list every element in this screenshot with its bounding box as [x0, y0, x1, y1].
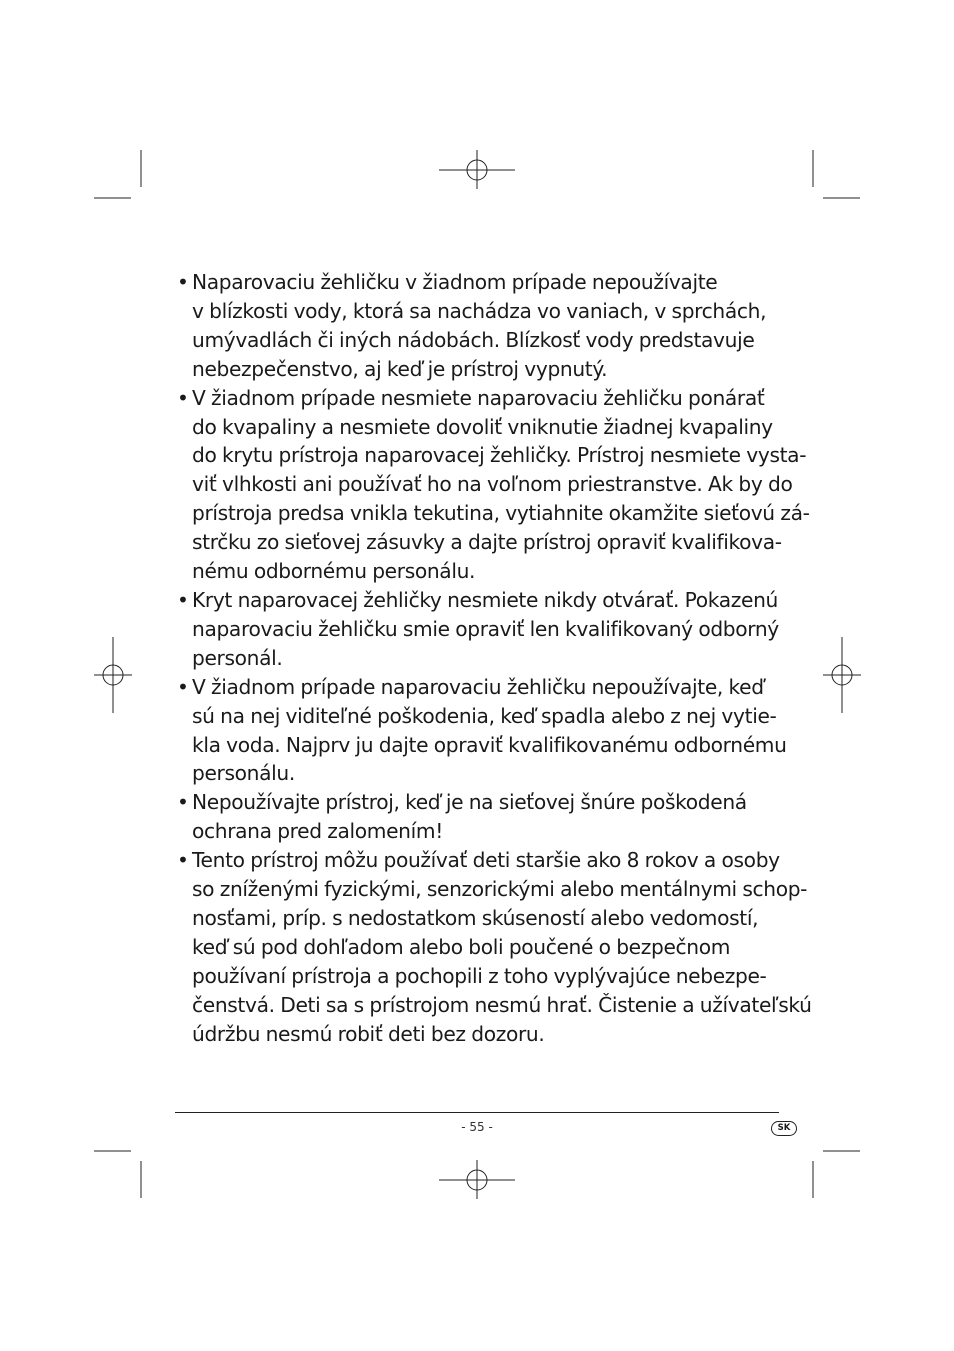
bullet-item [176, 846, 812, 1048]
bullet-text-line: Nepoužívajte prístroj, keď je na sieťovej šnúre poškodená [192, 790, 747, 815]
bullet-text-line: personál. [192, 645, 283, 670]
bullet-text-line: nosťami, príp. s nedostatkom skúseností alebo vedomostí, [192, 905, 759, 930]
registration-mark-top [439, 150, 515, 189]
bullet-dot: • [177, 790, 189, 815]
bullet-text-line: Kryt naparovacej žehličky nesmiete nikdy otvárať. Pokazenú [192, 587, 778, 612]
registration-mark-right [823, 637, 861, 713]
bullet-text-line: umývadlách či iných nádobách. Blízkosť vody predstavuje [192, 327, 755, 352]
bullet-text-line: používaní prístroja a pochopili z toho vyplývajúce nebezpe- [192, 963, 767, 988]
bullet-text-line: personálu. [192, 761, 295, 786]
bullet-dot: • [177, 587, 189, 612]
bullet-text-line: prístroja predsa vnikla tekutina, vytiahnite okamžite sieťovú zá- [192, 501, 810, 526]
bullet-text-line: Naparovaciu žehličku v žiadnom prípade nepoužívajte [192, 270, 718, 294]
bullet-text-line: viť vlhkosti ani používať ho na voľnom priestranstve. Ak by do [192, 472, 793, 497]
bullet-text-line: sú na nej viditeľné poškodenia, keď spadla alebo z nej vytie- [192, 703, 777, 728]
bullet-text-line: nému odbornému personálu. [192, 559, 476, 584]
bullet-item [176, 268, 784, 384]
bullet-text-line: čenstvá. Deti sa s prístrojom nesmú hrať. Čistenie a užívateľskú [192, 992, 812, 1017]
bullet-text-line: so zníženými fyzickými, senzorickými alebo mentálnymi schop- [192, 877, 808, 902]
footer-rule [175, 1112, 779, 1113]
safety-instructions-list [176, 268, 812, 1048]
bullet-text-line: V žiadnom prípade naparovaciu žehličku nepoužívajte, keď [192, 674, 764, 699]
bullet-text-line: do kvapaliny a nesmiete dovoliť vniknutie žiadnej kvapaliny [192, 414, 773, 439]
bullet-dot: • [177, 674, 189, 699]
bullet-item [176, 673, 787, 789]
bullet-dot: • [177, 385, 189, 410]
bullet-text-line: ochrana pred zalomením! [192, 819, 443, 844]
bullet-text-line: v blízkosti vody, ktorá sa nachádza vo vaniach, v sprchách, [192, 298, 767, 323]
language-badge: SK [771, 1121, 797, 1136]
bullet-text-line: údržbu nesmú robiť deti bez dozoru. [192, 1021, 545, 1046]
registration-mark-left [94, 637, 132, 713]
bullet-text-line: V žiadnom prípade nesmiete naparovaciu žehličku ponárať [192, 385, 765, 410]
bullet-text-line: naparovaciu žehličku smie opraviť len kvalifikovaný odborný [192, 616, 779, 641]
bullet-text-line: kla voda. Najprv ju dajte opraviť kvalifikovanému odbornému [192, 732, 787, 757]
page-number: - 55 - [461, 1120, 493, 1134]
bullet-item [176, 586, 784, 673]
registration-mark-bottom [439, 1160, 515, 1199]
bullet-item [176, 788, 784, 846]
bullet-item [176, 384, 810, 586]
bullet-text-line: do krytu prístroja naparovacej žehličky. Prístroj nesmiete vysta- [192, 443, 807, 468]
bullet-text-line: Tento prístroj môžu používať deti staršie ako 8 rokov a osoby [192, 848, 780, 873]
bullet-text-line: keď sú pod dohľadom alebo boli poučené o bezpečnom [192, 934, 731, 959]
bullet-text-line: nebezpečenstvo, aj keď je prístroj vypnutý. [192, 356, 608, 381]
bullet-text-line: strčku zo sieťovej zásuvky a dajte prístroj opraviť kvalifikova- [192, 530, 782, 555]
bullet-dot: • [177, 270, 189, 294]
bullet-dot: • [177, 848, 189, 873]
